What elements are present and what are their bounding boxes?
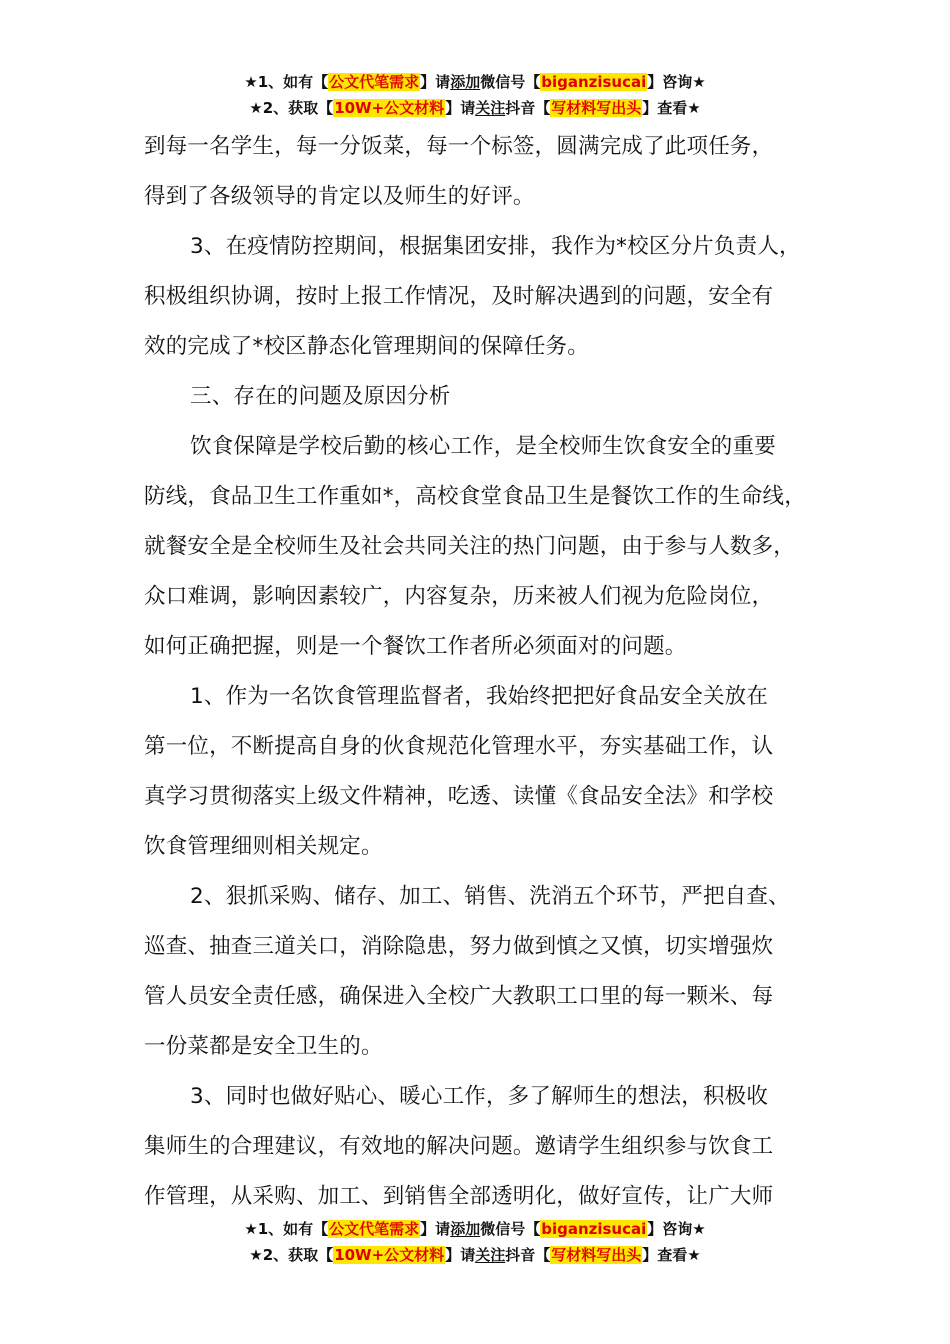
banner-text: 】咨询★ (647, 73, 706, 91)
text-line: 3、在疫情防控期间，根据集团安排，我作为*校区分片负责人， (190, 234, 801, 259)
text-line: 一份菜都是安全卫生的。 (144, 1034, 383, 1059)
banner-text: ★2、获取【 (249, 99, 334, 117)
text-line: 集师生的合理建议，有效地的解决问题。邀请学生组织参与饮食工 (144, 1134, 774, 1159)
text-line: 防线，食品卫生工作重如*，高校食堂食品卫生是餐饮工作的生命线， (144, 484, 806, 509)
text-line: 巡查、抽查三道关口，消除隐患，努力做到慎之又慎，切实增强炊 (144, 934, 774, 959)
banner-text: 抖音【 (505, 99, 551, 117)
text-line: 众口难调，影响因素较广，内容复杂，历来被人们视为危险岗位， (144, 584, 774, 609)
banner-highlight: 10W+公文材料 (334, 99, 445, 117)
text-line: 第一位，不断提高自身的伙食规范化管理水平，夯实基础工作，认 (144, 734, 774, 759)
footer-banner (0, 1216, 950, 1268)
banner-underlined: 添加 (450, 1220, 481, 1238)
header-banner (0, 69, 950, 121)
banner-wechat-id: biganzisucai (541, 73, 647, 91)
text-line: 得到了各级领导的肯定以及师生的好评。 (144, 184, 535, 209)
section-heading: 三、存在的问题及原因分析 (190, 384, 451, 409)
text-line: 到每一名学生，每一分饭菜，每一个标签，圆满完成了此项任务， (144, 134, 774, 159)
text-line: 管人员安全责任感，确保进入全校广大教职工口里的每一颗米、每 (144, 984, 774, 1009)
text-line: 饮食管理细则相关规定。 (144, 834, 383, 859)
banner-line-2 (0, 1242, 950, 1268)
text-line: 1、作为一名饮食管理监督者，我始终把把好食品安全关放在 (190, 684, 769, 709)
banner-text: ★1、如有【 (244, 73, 329, 91)
banner-line-2 (0, 95, 950, 121)
banner-line-1 (0, 1216, 950, 1242)
banner-text: 微信号【 (480, 73, 541, 91)
text-line: 3、同时也做好贴心、暖心工作，多了解师生的想法，积极收 (190, 1084, 769, 1109)
banner-text: 抖音【 (505, 1246, 551, 1264)
banner-text: 】请 (420, 73, 451, 91)
document-body (144, 122, 834, 1222)
banner-text: 】请 (445, 1246, 476, 1264)
banner-wechat-id: biganzisucai (541, 1220, 647, 1238)
banner-text: 】请 (445, 99, 476, 117)
banner-text: ★1、如有【 (244, 1220, 329, 1238)
banner-underlined: 关注 (475, 99, 506, 117)
banner-text: 】查看★ (642, 1246, 701, 1264)
banner-highlight: 10W+公文材料 (334, 1246, 445, 1264)
banner-text: ★2、获取【 (249, 1246, 334, 1264)
text-line: 效的完成了*校区静态化管理期间的保障任务。 (144, 334, 589, 359)
banner-highlight: 公文代笔需求 (329, 73, 420, 91)
banner-highlight: 写材料写出头 (551, 1246, 642, 1264)
banner-text: 微信号【 (480, 1220, 541, 1238)
banner-text: 】请 (420, 1220, 451, 1238)
text-line: 就餐安全是全校师生及社会共同关注的热门问题，由于参与人数多， (144, 534, 796, 559)
text-line: 真学习贯彻落实上级文件精神，吃透、读懂《食品安全法》和学校 (144, 784, 774, 809)
text-line: 积极组织协调，按时上报工作情况，及时解决遇到的问题，安全有 (144, 284, 774, 309)
banner-underlined: 关注 (475, 1246, 506, 1264)
banner-highlight: 写材料写出头 (551, 99, 642, 117)
banner-text: 】查看★ (642, 99, 701, 117)
text-line: 2、狠抓采购、储存、加工、销售、洗消五个环节，严把自查、 (190, 884, 790, 909)
banner-highlight: 公文代笔需求 (329, 1220, 420, 1238)
banner-underlined: 添加 (450, 73, 481, 91)
text-line: 饮食保障是学校后勤的核心工作，是全校师生饮食安全的重要 (190, 434, 776, 459)
text-line: 如何正确把握，则是一个餐饮工作者所必须面对的问题。 (144, 634, 687, 659)
text-line: 作管理，从采购、加工、到销售全部透明化，做好宣传，让广大师 (144, 1184, 774, 1209)
banner-text: 】咨询★ (647, 1220, 706, 1238)
banner-line-1 (0, 69, 950, 95)
